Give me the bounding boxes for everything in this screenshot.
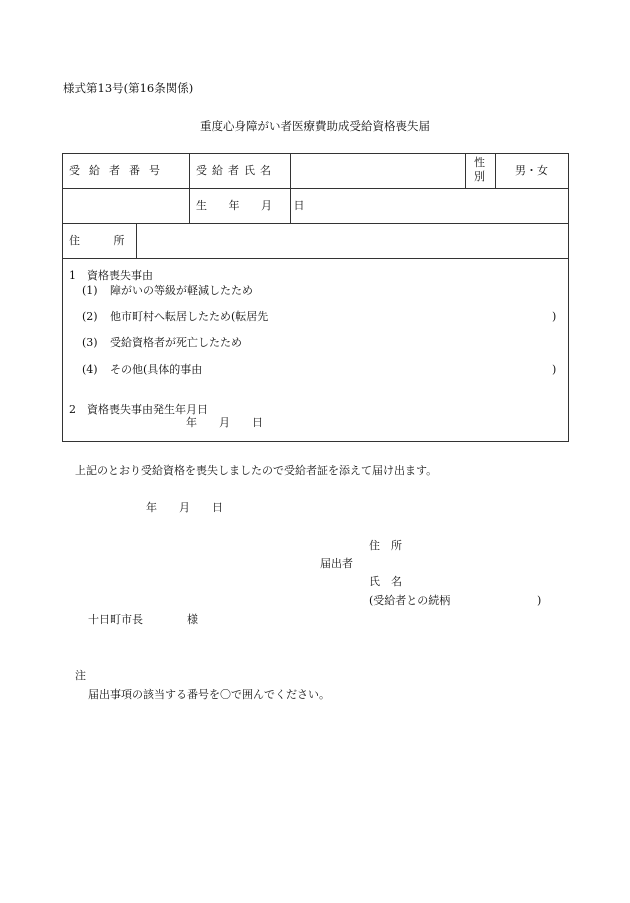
recipient-number-field[interactable] (63, 189, 188, 222)
notifier-label: 届出者 (320, 557, 353, 570)
relationship-label: (受給者との続柄 (369, 594, 451, 607)
reason-text: 障がいの等級が軽減したため (110, 284, 253, 297)
gender-label-top: 性 (474, 156, 485, 169)
birthdate-label: 生 年 月 日 (196, 199, 314, 212)
reason-close-paren: ) (552, 310, 557, 323)
reason-number: (2) (82, 310, 98, 323)
occurrence-date-heading: 2 資格喪失事由発生年月日 (69, 403, 208, 416)
relationship-close-paren: ) (537, 594, 542, 607)
statement: 上記のとおり受給資格を喪失しましたので受給者証を添えて届け出ます。 (75, 464, 438, 477)
reason-text: 受給資格者が死亡したため (110, 336, 242, 349)
address-field[interactable] (137, 224, 567, 257)
submission-date[interactable]: 年 月 日 (146, 501, 223, 514)
recipient-number-label: 受給者番号 (69, 164, 169, 177)
note-heading: 注 (75, 669, 86, 682)
reason-number: (3) (82, 336, 98, 349)
notifier-address-label: 住 所 (369, 539, 402, 552)
form-title: 重度心身障がい者医療費助成受給資格喪失届 (200, 119, 430, 133)
notifier-name-label: 氏 名 (369, 575, 402, 588)
recipient-name-label: 受給者氏名 (196, 164, 276, 177)
address-label: 住 所 (69, 234, 125, 247)
reason-text: 他市町村へ転居したため(転居先 (110, 310, 269, 323)
note-text: 届出事項の該当する番号を〇で囲んでください。 (88, 688, 330, 701)
reason-number: (4) (82, 363, 98, 376)
reason-number: (1) (82, 284, 98, 297)
occurrence-date-line[interactable]: 年 月 日 (186, 416, 263, 429)
addressee: 十日町市長 様 (88, 613, 198, 626)
gender-options[interactable]: 男・女 (515, 164, 548, 177)
recipient-name-field[interactable] (291, 154, 464, 187)
gender-label-bottom: 別 (474, 170, 485, 183)
reasons-heading: 1 資格喪失事由 (69, 269, 153, 282)
reason-close-paren: ) (552, 363, 557, 376)
form-number: 様式第13号(第16条関係) (63, 81, 194, 95)
birthdate-field[interactable] (291, 189, 567, 222)
reason-text: その他(具体的事由 (110, 363, 203, 376)
